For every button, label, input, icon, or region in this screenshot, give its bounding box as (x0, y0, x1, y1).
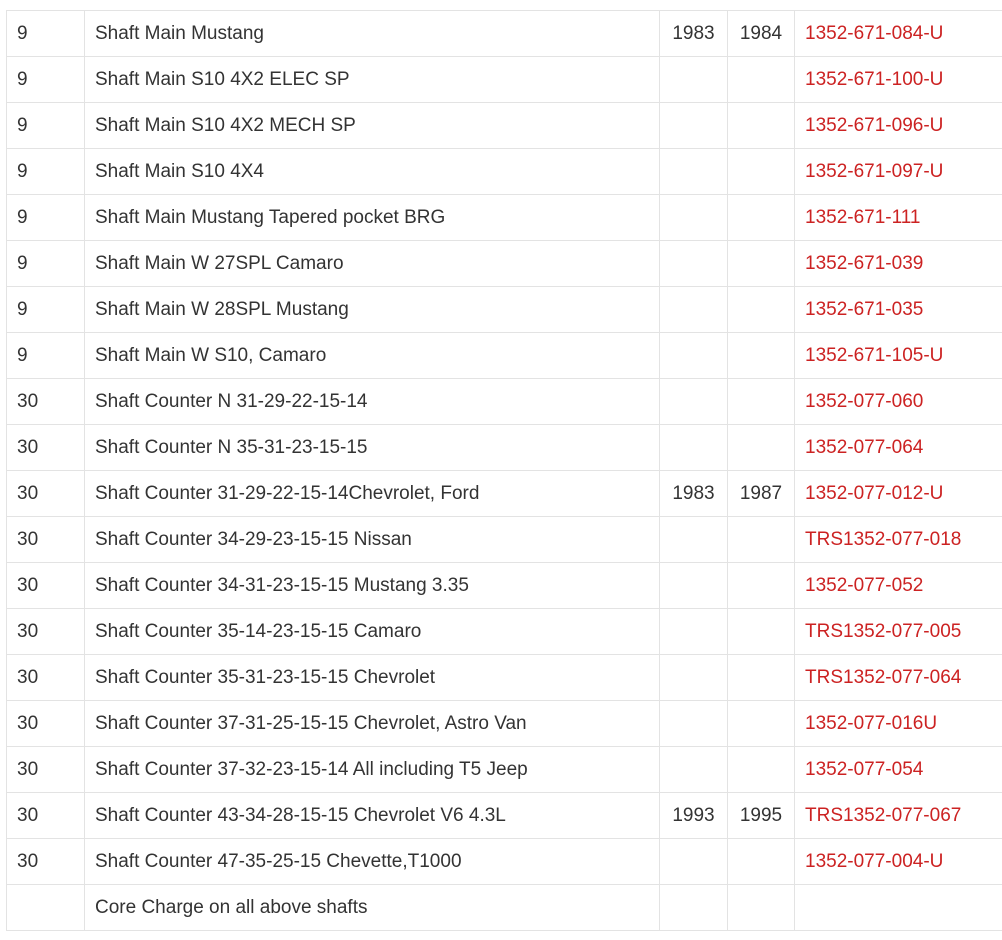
ref-number-cell: 9 (7, 149, 85, 195)
description-cell: Shaft Counter 35-14-23-15-15 Camaro (85, 609, 660, 655)
description-cell: Shaft Main W 28SPL Mustang (85, 287, 660, 333)
table-row (7, 701, 1002, 747)
table-row (7, 609, 1002, 655)
part-number-cell: 1352-077-016U (795, 701, 1002, 747)
year-from-cell: 1993 (660, 793, 728, 839)
year-from-cell (660, 103, 728, 149)
ref-number-cell: 30 (7, 471, 85, 517)
description-cell: Shaft Counter 34-31-23-15-15 Mustang 3.35 (85, 563, 660, 609)
year-to-cell (728, 287, 795, 333)
ref-number-cell: 30 (7, 701, 85, 747)
description-cell: Shaft Counter 37-31-25-15-15 Chevrolet, Astro Van (85, 701, 660, 747)
description-cell: Shaft Counter N 35-31-23-15-15 (85, 425, 660, 471)
description-cell: Shaft Main W 27SPL Camaro (85, 241, 660, 287)
table-row (7, 379, 1002, 425)
ref-number-cell: 30 (7, 563, 85, 609)
year-from-cell (660, 287, 728, 333)
year-to-cell (728, 655, 795, 701)
part-number-cell: 1352-077-064 (795, 425, 1002, 471)
ref-number-cell: 30 (7, 425, 85, 471)
part-number-cell: 1352-077-004-U (795, 839, 1002, 885)
ref-number-cell: 9 (7, 287, 85, 333)
ref-number-cell: 30 (7, 747, 85, 793)
description-cell: Shaft Main Mustang (85, 11, 660, 57)
description-cell: Shaft Main Mustang Tapered pocket BRG (85, 195, 660, 241)
year-from-cell: 1983 (660, 11, 728, 57)
year-from-cell (660, 609, 728, 655)
year-to-cell (728, 563, 795, 609)
part-number-cell: 1352-077-012-U (795, 471, 1002, 517)
table-row (7, 149, 1002, 195)
part-number-cell: 1352-671-111 (795, 195, 1002, 241)
description-cell: Shaft Main W S10, Camaro (85, 333, 660, 379)
description-cell: Shaft Counter 43-34-28-15-15 Chevrolet V6 4.3L (85, 793, 660, 839)
table-row (7, 517, 1002, 563)
year-from-cell (660, 195, 728, 241)
year-to-cell (728, 57, 795, 103)
part-number-cell: 1352-671-084-U (795, 11, 1002, 57)
year-from-cell (660, 655, 728, 701)
table-row (7, 11, 1002, 57)
ref-number-cell (7, 885, 85, 931)
year-to-cell (728, 747, 795, 793)
ref-number-cell: 9 (7, 103, 85, 149)
table-row (7, 241, 1002, 287)
description-cell: Shaft Main S10 4X2 ELEC SP (85, 57, 660, 103)
table-row (7, 57, 1002, 103)
year-to-cell (728, 103, 795, 149)
table-row (7, 747, 1002, 793)
table-row (7, 839, 1002, 885)
part-number-cell: 1352-077-060 (795, 379, 1002, 425)
table-row (7, 655, 1002, 701)
table-row (7, 563, 1002, 609)
year-to-cell: 1995 (728, 793, 795, 839)
ref-number-cell: 30 (7, 609, 85, 655)
part-number-cell: 1352-671-097-U (795, 149, 1002, 195)
part-number-cell: TRS1352-077-018 (795, 517, 1002, 563)
table-row (7, 103, 1002, 149)
ref-number-cell: 9 (7, 333, 85, 379)
part-number-cell: 1352-077-052 (795, 563, 1002, 609)
year-to-cell (728, 701, 795, 747)
year-from-cell (660, 241, 728, 287)
table-row (7, 195, 1002, 241)
ref-number-cell: 30 (7, 793, 85, 839)
year-from-cell (660, 149, 728, 195)
year-to-cell (728, 379, 795, 425)
parts-table-body (7, 11, 1002, 931)
part-number-cell (795, 885, 1002, 931)
part-number-cell: 1352-671-105-U (795, 333, 1002, 379)
table-row (7, 287, 1002, 333)
part-number-cell: TRS1352-077-005 (795, 609, 1002, 655)
ref-number-cell: 30 (7, 655, 85, 701)
year-to-cell (728, 149, 795, 195)
table-row (7, 333, 1002, 379)
description-cell: Shaft Counter 37-32-23-15-14 All including T5 Jeep (85, 747, 660, 793)
part-number-cell: TRS1352-077-064 (795, 655, 1002, 701)
description-cell: Shaft Main S10 4X2 MECH SP (85, 103, 660, 149)
year-to-cell (728, 425, 795, 471)
year-to-cell (728, 609, 795, 655)
ref-number-cell: 30 (7, 839, 85, 885)
year-from-cell (660, 517, 728, 563)
parts-table-container (6, 10, 1002, 931)
year-to-cell (728, 517, 795, 563)
table-row (7, 425, 1002, 471)
description-cell: Shaft Main S10 4X4 (85, 149, 660, 195)
ref-number-cell: 9 (7, 241, 85, 287)
ref-number-cell: 9 (7, 11, 85, 57)
part-number-cell: 1352-671-100-U (795, 57, 1002, 103)
part-number-cell: TRS1352-077-067 (795, 793, 1002, 839)
ref-number-cell: 9 (7, 195, 85, 241)
year-from-cell (660, 333, 728, 379)
ref-number-cell: 30 (7, 517, 85, 563)
part-number-cell: 1352-671-035 (795, 287, 1002, 333)
description-cell: Shaft Counter 34-29-23-15-15 Nissan (85, 517, 660, 563)
description-cell: Shaft Counter 35-31-23-15-15 Chevrolet (85, 655, 660, 701)
year-from-cell (660, 425, 728, 471)
year-from-cell: 1983 (660, 471, 728, 517)
description-cell: Shaft Counter 31-29-22-15-14Chevrolet, Ford (85, 471, 660, 517)
part-number-cell: 1352-077-054 (795, 747, 1002, 793)
year-from-cell (660, 885, 728, 931)
part-number-cell: 1352-671-096-U (795, 103, 1002, 149)
description-cell: Shaft Counter N 31-29-22-15-14 (85, 379, 660, 425)
year-from-cell (660, 839, 728, 885)
description-cell: Core Charge on all above shafts (85, 885, 660, 931)
year-to-cell (728, 195, 795, 241)
part-number-cell: 1352-671-039 (795, 241, 1002, 287)
table-row (7, 471, 1002, 517)
year-from-cell (660, 563, 728, 609)
year-to-cell: 1984 (728, 11, 795, 57)
table-row (7, 885, 1002, 931)
description-cell: Shaft Counter 47-35-25-15 Chevette,T1000 (85, 839, 660, 885)
year-to-cell (728, 885, 795, 931)
year-from-cell (660, 747, 728, 793)
year-from-cell (660, 701, 728, 747)
ref-number-cell: 9 (7, 57, 85, 103)
parts-table (6, 10, 1002, 931)
year-to-cell (728, 333, 795, 379)
year-from-cell (660, 379, 728, 425)
year-from-cell (660, 57, 728, 103)
ref-number-cell: 30 (7, 379, 85, 425)
year-to-cell (728, 241, 795, 287)
year-to-cell (728, 839, 795, 885)
table-row (7, 793, 1002, 839)
year-to-cell: 1987 (728, 471, 795, 517)
